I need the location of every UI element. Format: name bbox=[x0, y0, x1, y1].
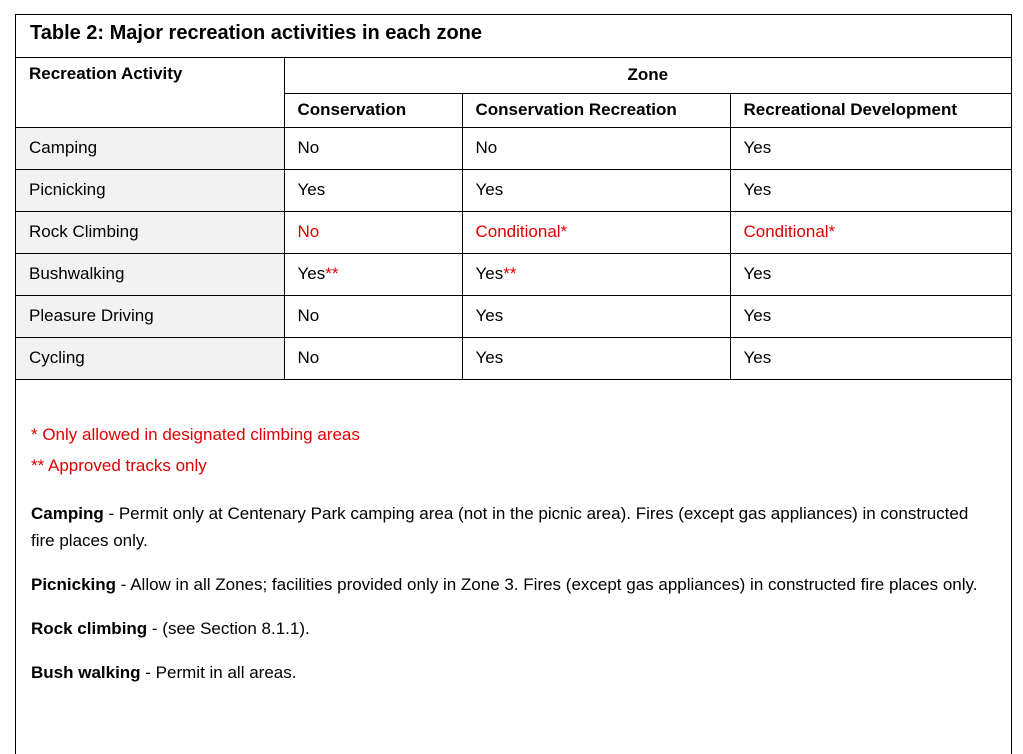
zone-column-header: Zone bbox=[284, 58, 1011, 93]
activity-cell: Camping bbox=[16, 127, 284, 169]
footnote-tracks: ** Approved tracks only bbox=[31, 456, 207, 475]
zone-cell: Conditional* bbox=[730, 211, 1011, 253]
footnote-mark: ** bbox=[325, 264, 339, 283]
zone-cell: No bbox=[284, 211, 462, 253]
zone-header-recreational-development: Recreational Development bbox=[730, 93, 1011, 127]
zone-cell: Conditional* bbox=[462, 211, 730, 253]
zone-cell: Yes bbox=[462, 295, 730, 337]
table-row bbox=[16, 295, 1011, 337]
zone-cell: No bbox=[284, 295, 462, 337]
note-rock-climbing: Rock climbing - (see Section 8.1.1). bbox=[31, 619, 310, 638]
footnote-mark: ** bbox=[503, 264, 517, 283]
zone-header-conservation: Conservation bbox=[284, 93, 462, 127]
activity-cell: Rock Climbing bbox=[16, 211, 284, 253]
zone-cell: Yes bbox=[284, 169, 462, 211]
table-row bbox=[16, 253, 1011, 295]
activity-cell: Cycling bbox=[16, 337, 284, 379]
zone-cell: Yes bbox=[462, 337, 730, 379]
zone-cell: Yes** bbox=[284, 253, 462, 295]
zone-header-conservation-recreation: Conservation Recreation bbox=[462, 93, 730, 127]
note-picnicking: Picnicking - Allow in all Zones; facilities provided only in Zone 3. Fires (except gas appliances) in constructed fire places only. bbox=[31, 575, 978, 594]
table-row bbox=[16, 211, 1011, 253]
zone-cell: Yes bbox=[730, 253, 1011, 295]
zone-cell: No bbox=[284, 337, 462, 379]
zone-cell: Yes bbox=[462, 169, 730, 211]
zone-cell: No bbox=[284, 127, 462, 169]
table-row bbox=[16, 169, 1011, 211]
zone-cell: Yes bbox=[730, 337, 1011, 379]
zone-cell: Yes** bbox=[462, 253, 730, 295]
notes-section bbox=[31, 425, 991, 703]
table-row bbox=[16, 337, 1011, 379]
zone-cell: No bbox=[462, 127, 730, 169]
zone-cell: Yes bbox=[730, 169, 1011, 211]
activity-cell: Picnicking bbox=[16, 169, 284, 211]
note-bush-walking: Bush walking - Permit in all areas. bbox=[31, 663, 297, 682]
zone-cell: Yes bbox=[730, 127, 1011, 169]
table-row bbox=[16, 127, 1011, 169]
table-title: Table 2: Major recreation activities in each zone bbox=[16, 15, 1011, 58]
recreation-table bbox=[16, 58, 1011, 380]
activity-cell: Pleasure Driving bbox=[16, 295, 284, 337]
note-camping: Camping - Permit only at Centenary Park camping area (not in the picnic area). Fires (except gas appliances) in constructed fire places only. bbox=[31, 504, 969, 550]
zone-cell: Yes bbox=[730, 295, 1011, 337]
footnote-climbing: * Only allowed in designated climbing areas bbox=[31, 425, 360, 444]
activity-cell: Bushwalking bbox=[16, 253, 284, 295]
recreation-table-frame bbox=[15, 14, 1012, 754]
activity-column-header: Recreation Activity bbox=[16, 58, 284, 127]
